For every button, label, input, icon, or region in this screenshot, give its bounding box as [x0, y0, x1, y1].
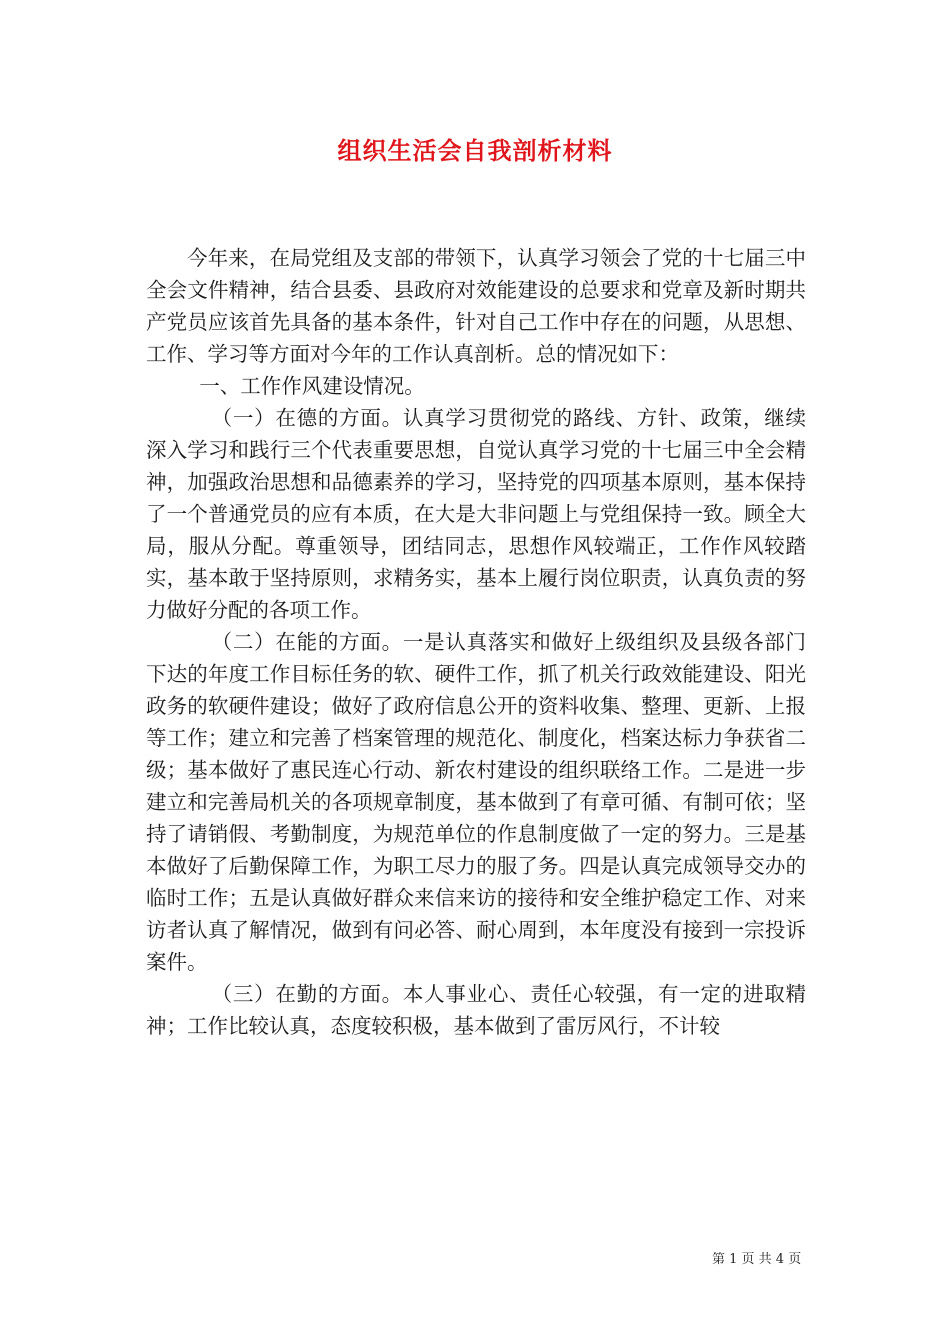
document-title: 组织生活会自我剖析材料: [337, 136, 613, 165]
diligence-paragraph: （三）在勤的方面。本人事业心、责任心较强，有一定的进取精神；工作比较认真，态度较积极，基本做到了雷厉风行，不计较: [146, 982, 806, 1038]
page-number: 第 1 页 共 4 页: [712, 1252, 802, 1267]
virtue-paragraph: （一）在德的方面。认真学习贯彻党的路线、方针、政策，继续深入学习和践行三个代表重要思想，自觉认真学习党的十七届三中全会精神，加强政治思想和品德素养的学习，坚持党的四项基本原则，基本保持了一个普通党员的应有本质，在大是大非问题上与党组保持一致。顾全大局，服从分配。尊重领导，团结同志，思想作风较端正，工作作风较踏实，基本敢于坚持原则，求精务实，基本上履行岗位职责，认真负责的努力做好分配的各项工作。: [146, 406, 806, 622]
section-heading: 一、工作作风建设情况。: [199, 374, 425, 398]
ability-paragraph: （二）在能的方面。一是认真落实和做好上级组织及县级各部门下达的年度工作目标任务的软、硬件工作，抓了机关行政效能建设、阳光政务的软硬件建设；做好了政府信息公开的资料收集、整理、更新、上报等工作；建立和完善了档案管理的规范化、制度化，档案达标力争获省二级；基本做好了惠民连心行动、新农村建设的组织联络工作。二是进一步建立和完善局机关的各项规章制度，基本做到了有章可循、有制可依；坚持了请销假、考勤制度，为规范单位的作息制度做了一定的努力。三是基本做好了后勤保障工作，为职工尽力的服了务。四是认真完成领导交办的临时工作；五是认真做好群众来信来访的接待和安全维护稳定工作、对来访者认真了解情况，做到有问必答、耐心周到，本年度没有接到一宗投诉案件。: [146, 630, 806, 974]
intro-paragraph: 今年来，在局党组及支部的带领下，认真学习领会了党的十七届三中全会文件精神，结合县委、县政府对效能建设的总要求和党章及新时期共产党员应该首先具备的基本条件，针对自己工作中存在的问题，从思想、工作、学习等方面对今年的工作认真剖析。总的情况如下：: [146, 246, 806, 366]
document-body: [146, 242, 806, 1042]
